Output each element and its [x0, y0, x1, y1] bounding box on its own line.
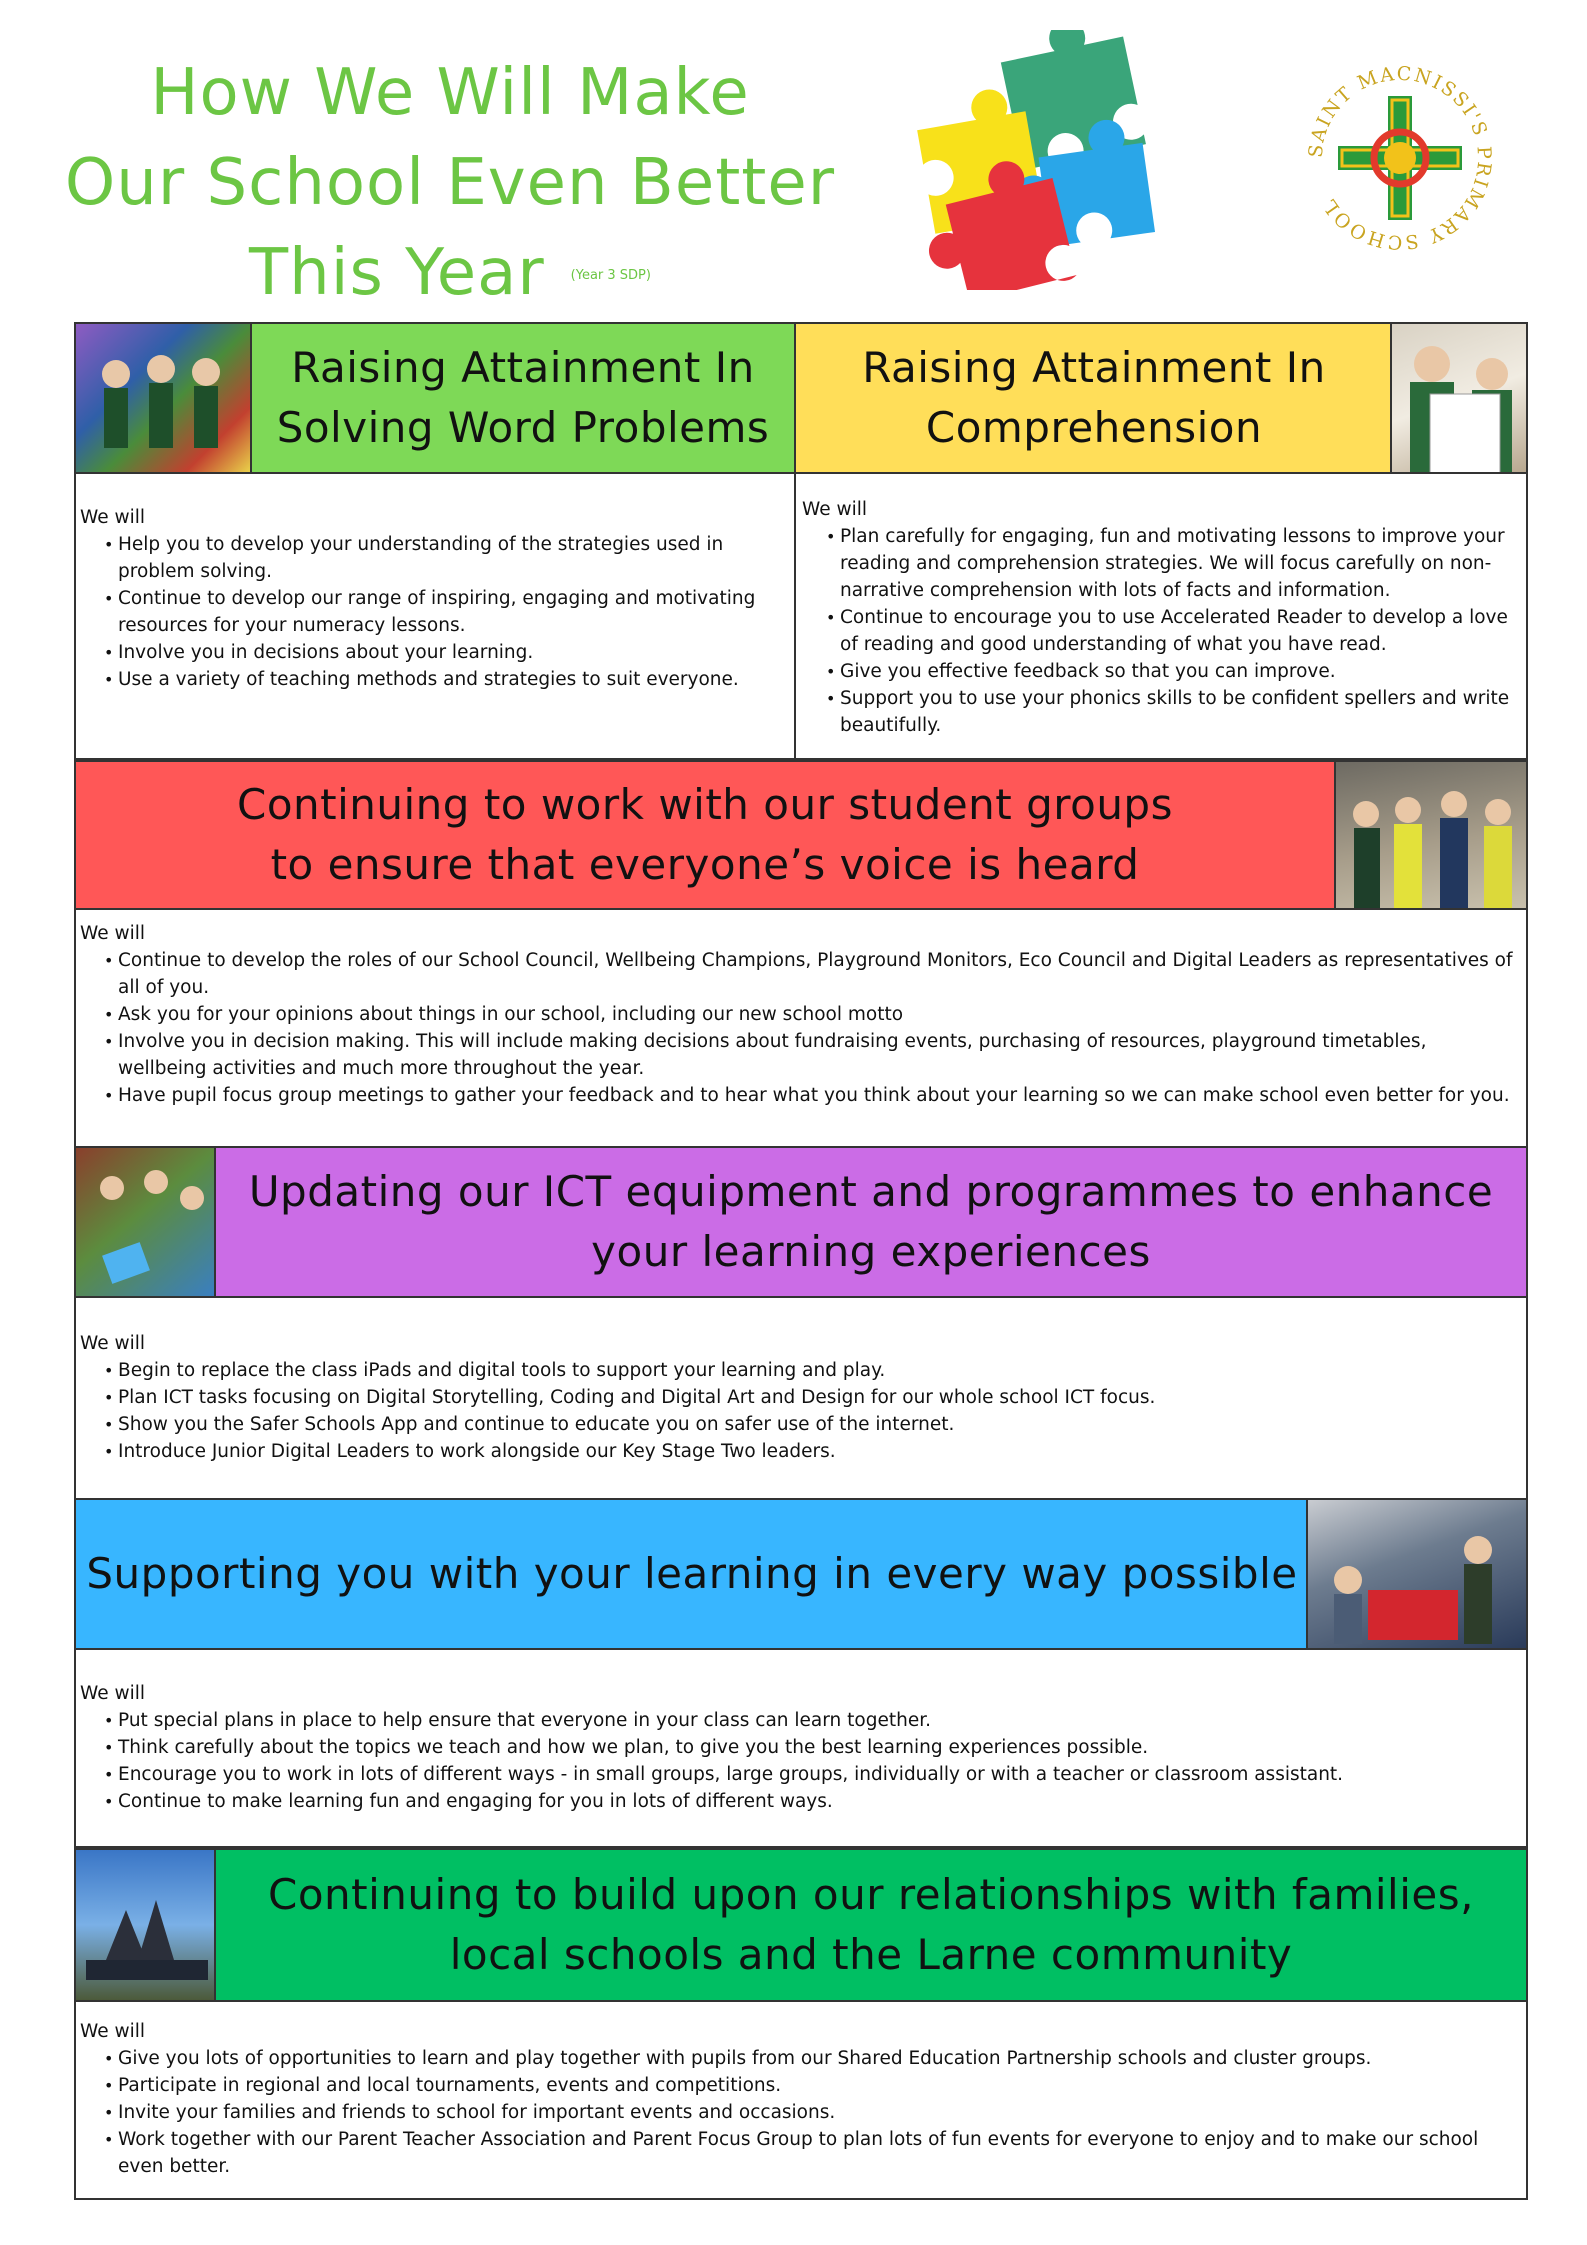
title-line-2: Our School Even Better — [64, 146, 836, 220]
community-heading-line2: local schools and the Larne community — [449, 1930, 1293, 1979]
title-line-3-text: This Year — [249, 236, 545, 310]
comprehension-heading-line2: Comprehension — [925, 403, 1263, 452]
ict-header — [214, 1146, 1528, 1298]
list-item: • Plan ICT tasks focusing on Digital Storytelling, Coding and Digital Art and Design for our whole school ICT focus. — [104, 1384, 1520, 1411]
list-item: • Use a variety of teaching methods and strategies to suit everyone. — [104, 666, 786, 693]
reading-photo — [1390, 322, 1528, 474]
community-heading-line1: Continuing to build upon our relationships with families, — [268, 1870, 1474, 1919]
comprehension-heading — [862, 338, 1326, 458]
list-item: • Continue to encourage you to use Accelerated Reader to develop a love of reading and good understanding of what you have read. — [826, 604, 1520, 658]
list-item: • Have pupil focus group meetings to gather your feedback and to hear what you think about your learning so we can make school even better for you. — [104, 1082, 1520, 1109]
student-groups-heading — [237, 775, 1173, 895]
title-line-1: How We Will Make — [150, 56, 750, 130]
student-groups-heading-line1: Continuing to work with our student groups — [237, 780, 1173, 829]
page-title — [40, 48, 860, 321]
list-item: • Ask you for your opinions about things in our school, including our new school motto — [104, 1001, 1520, 1028]
ict-list — [80, 1357, 1520, 1465]
comprehension-header — [794, 322, 1394, 474]
support-intro: We will — [80, 1683, 146, 1704]
list-item: • Show you the Safer Schools App and continue to educate you on safer use of the internet. — [104, 1411, 1520, 1438]
support-list — [80, 1707, 1520, 1815]
comprehension-list — [802, 523, 1520, 739]
word-problems-heading-line2: Solving Word Problems — [276, 403, 770, 452]
student-groups-body — [80, 920, 1520, 1109]
list-item: • Give you lots of opportunities to learn and play together with pupils from our Shared Education Partnership schools and cluster groups. — [104, 2045, 1520, 2072]
community-header — [214, 1848, 1528, 2002]
support-heading-line1: Supporting you with your learning in every way possible — [86, 1549, 1298, 1598]
word-problems-header — [250, 322, 796, 474]
community-body — [80, 2018, 1520, 2180]
community-photo — [74, 1848, 216, 2002]
comprehension-heading-line1: Raising Attainment In — [862, 343, 1326, 392]
list-item: • Give you effective feedback so that you can improve. — [826, 658, 1520, 685]
list-item: • Participate in regional and local tournaments, events and competitions. — [104, 2072, 1520, 2099]
student-groups-heading-line2: to ensure that everyone’s voice is heard — [270, 840, 1140, 889]
student-groups-list — [80, 947, 1520, 1109]
list-item: • Invite your families and friends to school for important events and occasions. — [104, 2099, 1520, 2126]
word-problems-heading — [277, 338, 770, 458]
word-problems-intro: We will — [80, 507, 146, 528]
support-header — [74, 1498, 1310, 1650]
student-groups-header — [74, 760, 1336, 910]
ict-photo — [74, 1146, 216, 1298]
word-problems-body — [80, 504, 786, 693]
list-item: • Continue to develop the roles of our School Council, Wellbeing Champions, Playground Monitors, Eco Council and Digital Leaders as representatives of all of you. — [104, 947, 1520, 1001]
word-problems-list — [80, 531, 786, 693]
list-item: • Continue to make learning fun and engaging for you in lots of different ways. — [104, 1788, 1520, 1815]
crest-text: SAINT MACNISSI'S PRIMARY SCHOOL — [1304, 62, 1496, 254]
ict-heading-line1: Updating our ICT equipment and programmes to enhance — [248, 1167, 1494, 1216]
list-item: • Plan carefully for engaging, fun and motivating lessons to improve your reading and comprehension strategies. We will focus carefully on non-narrative comprehension with lots of facts and information. — [826, 523, 1520, 604]
list-item: • Support you to use your phonics skills to be confident spellers and write beautifully. — [826, 685, 1520, 739]
student-groups-photo — [1334, 760, 1528, 910]
ict-body — [80, 1330, 1520, 1465]
title-tag: (Year 3 SDP) — [570, 268, 651, 284]
school-crest-icon — [1300, 58, 1500, 258]
support-photo — [1306, 1498, 1528, 1650]
ict-heading — [249, 1162, 1493, 1282]
support-heading — [86, 1544, 1297, 1604]
comprehension-intro: We will — [802, 499, 868, 520]
support-body — [80, 1680, 1520, 1815]
list-item: • Begin to replace the class iPads and digital tools to support your learning and play. — [104, 1357, 1520, 1384]
word-problems-heading-line1: Raising Attainment In — [291, 343, 755, 392]
list-item: • Think carefully about the topics we teach and how we plan, to give you the best learning experiences possible. — [104, 1734, 1520, 1761]
list-item: • Introduce Junior Digital Leaders to work alongside our Key Stage Two leaders. — [104, 1438, 1520, 1465]
community-intro: We will — [80, 2021, 146, 2042]
community-heading — [268, 1865, 1474, 1985]
comprehension-body — [802, 496, 1520, 739]
ict-heading-line2: your learning experiences — [591, 1227, 1151, 1276]
puzzle-pieces-icon — [915, 30, 1155, 290]
list-item: • Work together with our Parent Teacher Association and Parent Focus Group to plan lots of fun events for everyone to enjoy and to make our school even better. — [104, 2126, 1520, 2180]
title-line-3 — [40, 228, 860, 321]
student-groups-intro: We will — [80, 923, 146, 944]
community-list — [80, 2045, 1520, 2180]
list-item: • Encourage you to work in lots of different ways - in small groups, large groups, individually or with a teacher or classroom assistant. — [104, 1761, 1520, 1788]
list-item: • Help you to develop your understanding of the strategies used in problem solving. — [104, 531, 786, 585]
list-item: • Continue to develop our range of inspiring, engaging and motivating resources for your numeracy lessons. — [104, 585, 786, 639]
list-item: • Involve you in decision making. This will include making decisions about fundraising events, purchasing of resources, playground timetables, wellbeing activities and much more throughout the year. — [104, 1028, 1520, 1082]
classroom-photo — [74, 322, 252, 474]
ict-intro: We will — [80, 1333, 146, 1354]
list-item: • Put special plans in place to help ensure that everyone in your class can learn together. — [104, 1707, 1520, 1734]
list-item: • Involve you in decisions about your learning. — [104, 639, 786, 666]
